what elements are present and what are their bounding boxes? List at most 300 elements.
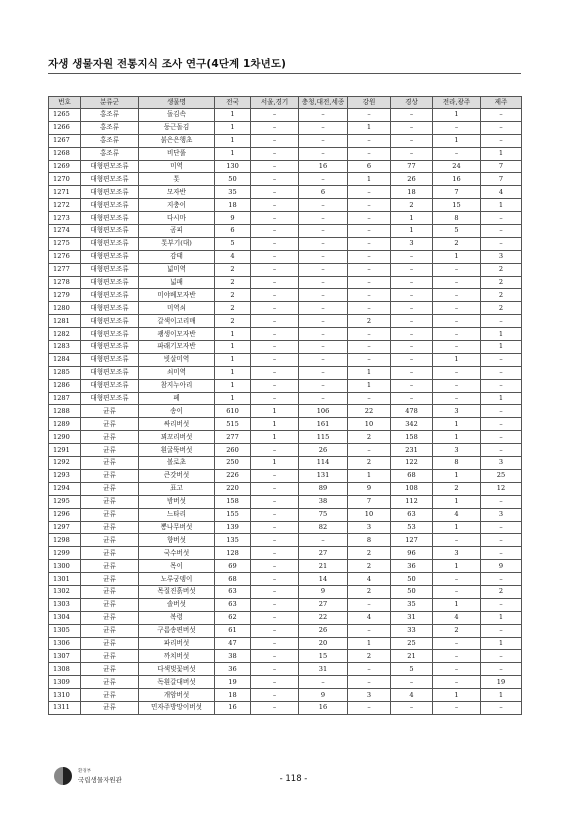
cell-chungcheong: – [299, 225, 348, 238]
cell-gangwon: 2 [348, 547, 391, 560]
cell-species: 빗살미역 [139, 353, 215, 366]
cell-gangwon: 10 [348, 418, 391, 431]
cell-chungcheong: 75 [299, 508, 348, 521]
cell-species: 복령 [139, 611, 215, 624]
cell-national: 128 [215, 547, 251, 560]
cell-species: 꾀꼬리버섯 [139, 431, 215, 444]
cell-number: 1307 [49, 650, 81, 663]
cell-number: 1298 [49, 534, 81, 547]
cell-chungcheong: 26 [299, 624, 348, 637]
cell-gyeongsang: – [391, 250, 433, 263]
cell-number: 1268 [49, 147, 81, 160]
cell-jeju: 7 [481, 160, 522, 173]
cell-taxon: 대형편모조류 [81, 315, 139, 328]
cell-gangwon: – [348, 444, 391, 457]
cell-number: 1289 [49, 418, 81, 431]
cell-chungcheong: – [299, 676, 348, 689]
cell-species: 괭생이모자반 [139, 328, 215, 341]
cell-national: 1 [215, 134, 251, 147]
cell-jeolla: 1 [433, 598, 481, 611]
cell-national: 5 [215, 237, 251, 250]
cell-gyeongsang: – [391, 701, 433, 714]
cell-number: 1281 [49, 315, 81, 328]
cell-jeolla: 1 [433, 250, 481, 263]
cell-number: 1270 [49, 173, 81, 186]
cell-number: 1303 [49, 598, 81, 611]
cell-national: 1 [215, 341, 251, 354]
cell-number: 1294 [49, 482, 81, 495]
cell-seoul-gyeonggi: – [251, 676, 299, 689]
cell-chungcheong: 38 [299, 495, 348, 508]
table-row [49, 134, 522, 147]
cell-species: 싸리버섯 [139, 418, 215, 431]
cell-jeju: – [481, 121, 522, 134]
cell-national: 63 [215, 585, 251, 598]
cell-seoul-gyeonggi: – [251, 482, 299, 495]
cell-jeolla: 16 [433, 173, 481, 186]
cell-gangwon: 10 [348, 508, 391, 521]
cell-species: 흰굴뚝버섯 [139, 444, 215, 457]
cell-national: 1 [215, 353, 251, 366]
col-header-jeju: 제주 [481, 97, 522, 109]
cell-jeju: 1 [481, 637, 522, 650]
cell-taxon: 대형편모조류 [81, 392, 139, 405]
cell-national: 36 [215, 663, 251, 676]
cell-gangwon: – [348, 276, 391, 289]
cell-species: 곰피 [139, 225, 215, 238]
cell-jeju: – [481, 212, 522, 225]
cell-taxon: 대형편모조류 [81, 225, 139, 238]
cell-gangwon: – [348, 302, 391, 315]
table-row [49, 199, 522, 212]
cell-number: 1286 [49, 379, 81, 392]
table-row [49, 328, 522, 341]
cell-gangwon: – [348, 199, 391, 212]
cell-gyeongsang: 112 [391, 495, 433, 508]
table-row [49, 624, 522, 637]
cell-jeolla: 8 [433, 457, 481, 470]
cell-national: 61 [215, 624, 251, 637]
cell-taxon: 홍조류 [81, 134, 139, 147]
cell-taxon: 대형편모조류 [81, 276, 139, 289]
cell-seoul-gyeonggi: – [251, 444, 299, 457]
cell-chungcheong: 6 [299, 186, 348, 199]
cell-number: 1300 [49, 560, 81, 573]
cell-species: 노루궁뎅이 [139, 573, 215, 586]
cell-taxon: 대형편모조류 [81, 289, 139, 302]
cell-gangwon: – [348, 147, 391, 160]
cell-gangwon: 2 [348, 560, 391, 573]
cell-jeolla: – [433, 289, 481, 302]
col-header-gyeongsang: 경상 [391, 97, 433, 109]
cell-jeolla: 24 [433, 160, 481, 173]
cell-species: 목이 [139, 560, 215, 573]
col-header-jeolla: 전라,광주 [433, 97, 481, 109]
cell-taxon: 대형편모조류 [81, 199, 139, 212]
cell-jeolla: 1 [433, 469, 481, 482]
cell-seoul-gyeonggi: – [251, 663, 299, 676]
cell-jeolla: 3 [433, 444, 481, 457]
cell-seoul-gyeonggi: – [251, 341, 299, 354]
cell-species: 다색벚꽃버섯 [139, 663, 215, 676]
table-row [49, 263, 522, 276]
cell-chungcheong: 20 [299, 637, 348, 650]
cell-gyeongsang: 122 [391, 457, 433, 470]
cell-national: 16 [215, 701, 251, 714]
cell-number: 1273 [49, 212, 81, 225]
cell-species: 넓패 [139, 276, 215, 289]
cell-number: 1291 [49, 444, 81, 457]
cell-gangwon: 7 [348, 495, 391, 508]
cell-jeolla: 2 [433, 482, 481, 495]
cell-jeolla: – [433, 263, 481, 276]
cell-taxon: 균류 [81, 676, 139, 689]
cell-chungcheong: – [299, 534, 348, 547]
table-row [49, 521, 522, 534]
cell-taxon: 균류 [81, 547, 139, 560]
table-row [49, 353, 522, 366]
cell-species: 갈색이고리매 [139, 315, 215, 328]
cell-gangwon: – [348, 263, 391, 276]
cell-jeolla: 1 [433, 431, 481, 444]
cell-jeju: 25 [481, 469, 522, 482]
cell-gyeongsang: – [391, 289, 433, 302]
cell-jeolla: – [433, 379, 481, 392]
table-row [49, 482, 522, 495]
cell-national: 1 [215, 121, 251, 134]
cell-chungcheong: 131 [299, 469, 348, 482]
cell-gyeongsang: – [391, 263, 433, 276]
table-row [49, 663, 522, 676]
cell-taxon: 대형편모조류 [81, 173, 139, 186]
cell-gangwon: 2 [348, 315, 391, 328]
cell-jeju: 7 [481, 173, 522, 186]
cell-gangwon: – [348, 134, 391, 147]
cell-jeolla: 1 [433, 495, 481, 508]
cell-national: 6 [215, 225, 251, 238]
cell-species: 느타리 [139, 508, 215, 521]
cell-jeju: – [481, 225, 522, 238]
cell-seoul-gyeonggi: – [251, 560, 299, 573]
cell-gyeongsang: 50 [391, 573, 433, 586]
cell-number: 1275 [49, 237, 81, 250]
cell-species: 민자주방망이버섯 [139, 701, 215, 714]
header-rule [48, 73, 521, 74]
cell-taxon: 대형편모조류 [81, 237, 139, 250]
cell-jeju: 2 [481, 276, 522, 289]
cell-jeolla: – [433, 315, 481, 328]
cell-jeolla: 4 [433, 611, 481, 624]
cell-chungcheong: 9 [299, 585, 348, 598]
cell-jeolla: – [433, 147, 481, 160]
cell-gyeongsang: – [391, 302, 433, 315]
cell-gyeongsang: 53 [391, 521, 433, 534]
cell-jeolla: 3 [433, 405, 481, 418]
cell-gangwon: – [348, 328, 391, 341]
cell-taxon: 균류 [81, 689, 139, 702]
cell-national: 38 [215, 650, 251, 663]
page-number: - 118 - [279, 774, 308, 784]
cell-chungcheong: 9 [299, 689, 348, 702]
cell-species: 톳부기(대) [139, 237, 215, 250]
cell-seoul-gyeonggi: – [251, 366, 299, 379]
table-header-row [49, 97, 522, 109]
cell-taxon: 균류 [81, 585, 139, 598]
cell-seoul-gyeonggi: – [251, 328, 299, 341]
cell-number: 1311 [49, 701, 81, 714]
table-row [49, 637, 522, 650]
cell-jeolla: 1 [433, 560, 481, 573]
cell-species: 까치버섯 [139, 650, 215, 663]
table-row [49, 212, 522, 225]
cell-gyeongsang: 2 [391, 199, 433, 212]
cell-species: 미야베모자반 [139, 289, 215, 302]
cell-chungcheong: 26 [299, 444, 348, 457]
table-row [49, 302, 522, 315]
cell-chungcheong: 31 [299, 663, 348, 676]
cell-national: 155 [215, 508, 251, 521]
cell-taxon: 균류 [81, 560, 139, 573]
cell-national: 62 [215, 611, 251, 624]
cell-chungcheong: – [299, 173, 348, 186]
institution-name: 국립생물자원관 [78, 776, 122, 784]
cell-jeju: – [481, 495, 522, 508]
cell-jeolla: – [433, 676, 481, 689]
species-table-container [48, 96, 521, 715]
cell-gyeongsang: – [391, 328, 433, 341]
cell-national: 19 [215, 676, 251, 689]
cell-taxon: 대형편모조류 [81, 341, 139, 354]
cell-gangwon: 6 [348, 160, 391, 173]
cell-species: 모자반 [139, 186, 215, 199]
cell-chungcheong: 115 [299, 431, 348, 444]
cell-species: 쇠미역 [139, 366, 215, 379]
table-row [49, 276, 522, 289]
cell-number: 1288 [49, 405, 81, 418]
cell-number: 1265 [49, 109, 81, 122]
cell-number: 1304 [49, 611, 81, 624]
cell-number: 1267 [49, 134, 81, 147]
cell-seoul-gyeonggi: – [251, 263, 299, 276]
cell-taxon: 홍조류 [81, 121, 139, 134]
table-row [49, 418, 522, 431]
cell-number: 1280 [49, 302, 81, 315]
cell-species: 큰갓버섯 [139, 469, 215, 482]
col-header-taxon: 분류군 [81, 97, 139, 109]
table-row [49, 534, 522, 547]
cell-seoul-gyeonggi: – [251, 237, 299, 250]
cell-taxon: 대형편모조류 [81, 353, 139, 366]
cell-seoul-gyeonggi: – [251, 495, 299, 508]
cell-seoul-gyeonggi: – [251, 611, 299, 624]
cell-seoul-gyeonggi: – [251, 379, 299, 392]
cell-national: 68 [215, 573, 251, 586]
cell-taxon: 대형편모조류 [81, 328, 139, 341]
cell-gangwon: 1 [348, 469, 391, 482]
cell-taxon: 균류 [81, 663, 139, 676]
cell-jeolla: 1 [433, 521, 481, 534]
cell-gyeongsang: 158 [391, 431, 433, 444]
cell-chungcheong: – [299, 237, 348, 250]
cell-chungcheong: 21 [299, 560, 348, 573]
cell-jeju: – [481, 598, 522, 611]
cell-jeolla: – [433, 341, 481, 354]
cell-seoul-gyeonggi: – [251, 173, 299, 186]
cell-jeolla: 8 [433, 212, 481, 225]
cell-jeolla: – [433, 392, 481, 405]
cell-chungcheong: – [299, 212, 348, 225]
table-row [49, 701, 522, 714]
col-header-gangwon: 강원 [348, 97, 391, 109]
cell-gyeongsang: – [391, 276, 433, 289]
cell-gyeongsang: – [391, 341, 433, 354]
cell-chungcheong: 89 [299, 482, 348, 495]
cell-species: 향버섯 [139, 534, 215, 547]
cell-gangwon: – [348, 109, 391, 122]
cell-number: 1277 [49, 263, 81, 276]
cell-chungcheong: – [299, 276, 348, 289]
col-header-species: 생물명 [139, 97, 215, 109]
cell-gyeongsang: – [391, 676, 433, 689]
table-row [49, 676, 522, 689]
cell-gangwon: – [348, 676, 391, 689]
cell-chungcheong: – [299, 250, 348, 263]
cell-jeju: 2 [481, 263, 522, 276]
cell-taxon: 균류 [81, 457, 139, 470]
cell-number: 1299 [49, 547, 81, 560]
cell-gangwon: 8 [348, 534, 391, 547]
cell-taxon: 대형편모조류 [81, 263, 139, 276]
cell-gyeongsang: 1 [391, 225, 433, 238]
cell-national: 2 [215, 276, 251, 289]
cell-gyeongsang: 21 [391, 650, 433, 663]
cell-seoul-gyeonggi: – [251, 689, 299, 702]
cell-national: 135 [215, 534, 251, 547]
cell-national: 1 [215, 147, 251, 160]
cell-jeolla: 1 [433, 689, 481, 702]
cell-jeolla: – [433, 701, 481, 714]
cell-seoul-gyeonggi: – [251, 121, 299, 134]
cell-chungcheong: – [299, 121, 348, 134]
cell-chungcheong: – [299, 199, 348, 212]
table-row [49, 457, 522, 470]
cell-taxon: 균류 [81, 573, 139, 586]
cell-seoul-gyeonggi: – [251, 212, 299, 225]
cell-species: 독흰갈대버섯 [139, 676, 215, 689]
cell-taxon: 균류 [81, 637, 139, 650]
cell-gyeongsang: 31 [391, 611, 433, 624]
cell-taxon: 균류 [81, 534, 139, 547]
cell-species: 볼로초 [139, 457, 215, 470]
table-row [49, 225, 522, 238]
table-row [49, 237, 522, 250]
cell-jeju: – [481, 701, 522, 714]
table-row [49, 611, 522, 624]
cell-gangwon: 3 [348, 521, 391, 534]
cell-gangwon: 1 [348, 379, 391, 392]
table-row [49, 341, 522, 354]
cell-gangwon: 2 [348, 650, 391, 663]
cell-jeju: – [481, 315, 522, 328]
cell-number: 1266 [49, 121, 81, 134]
cell-taxon: 균류 [81, 701, 139, 714]
cell-number: 1282 [49, 328, 81, 341]
cell-gyeongsang: 3 [391, 237, 433, 250]
cell-national: 515 [215, 418, 251, 431]
cell-gyeongsang: 5 [391, 663, 433, 676]
cell-number: 1309 [49, 676, 81, 689]
cell-gyeongsang: – [391, 134, 433, 147]
cell-jeju: 1 [481, 689, 522, 702]
cell-gangwon: 1 [348, 173, 391, 186]
cell-seoul-gyeonggi: – [251, 276, 299, 289]
cell-chungcheong: 82 [299, 521, 348, 534]
cell-jeolla: 7 [433, 186, 481, 199]
cell-taxon: 대형편모조류 [81, 302, 139, 315]
table-row [49, 560, 522, 573]
cell-national: 1 [215, 109, 251, 122]
cell-number: 1301 [49, 573, 81, 586]
cell-jeju: – [481, 444, 522, 457]
cell-jeju: – [481, 624, 522, 637]
cell-jeolla: – [433, 663, 481, 676]
cell-chungcheong: 22 [299, 611, 348, 624]
cell-jeolla: 1 [433, 353, 481, 366]
cell-jeju: 3 [481, 250, 522, 263]
cell-gangwon: – [348, 289, 391, 302]
cell-species: 감태 [139, 250, 215, 263]
cell-jeolla: – [433, 276, 481, 289]
cell-number: 1272 [49, 199, 81, 212]
cell-jeju: – [481, 431, 522, 444]
cell-seoul-gyeonggi: 1 [251, 431, 299, 444]
cell-seoul-gyeonggi: – [251, 315, 299, 328]
cell-chungcheong: 16 [299, 160, 348, 173]
cell-jeolla: – [433, 650, 481, 663]
cell-seoul-gyeonggi: – [251, 650, 299, 663]
cell-gangwon: – [348, 237, 391, 250]
cell-gangwon: – [348, 225, 391, 238]
cell-seoul-gyeonggi: 1 [251, 418, 299, 431]
cell-jeju: 2 [481, 289, 522, 302]
table-row [49, 315, 522, 328]
cell-species: 미역쇠 [139, 302, 215, 315]
cell-gangwon: 2 [348, 431, 391, 444]
cell-jeolla: 2 [433, 237, 481, 250]
table-row [49, 147, 522, 160]
cell-species: 파래기모자반 [139, 341, 215, 354]
cell-taxon: 균류 [81, 469, 139, 482]
cell-gyeongsang: – [391, 109, 433, 122]
cell-species: 톳 [139, 173, 215, 186]
cell-chungcheong: 27 [299, 547, 348, 560]
table-row [49, 598, 522, 611]
cell-jeju: 3 [481, 457, 522, 470]
cell-chungcheong: 161 [299, 418, 348, 431]
cell-seoul-gyeonggi: – [251, 225, 299, 238]
cell-jeju: 19 [481, 676, 522, 689]
cell-number: 1295 [49, 495, 81, 508]
ministry-label: 환경부 [78, 769, 92, 774]
cell-gyeongsang: 478 [391, 405, 433, 418]
cell-national: 250 [215, 457, 251, 470]
cell-national: 226 [215, 469, 251, 482]
cell-national: 1 [215, 328, 251, 341]
cell-taxon: 균류 [81, 598, 139, 611]
cell-gyeongsang: 25 [391, 637, 433, 650]
cell-gyeongsang: 33 [391, 624, 433, 637]
cell-chungcheong: – [299, 379, 348, 392]
